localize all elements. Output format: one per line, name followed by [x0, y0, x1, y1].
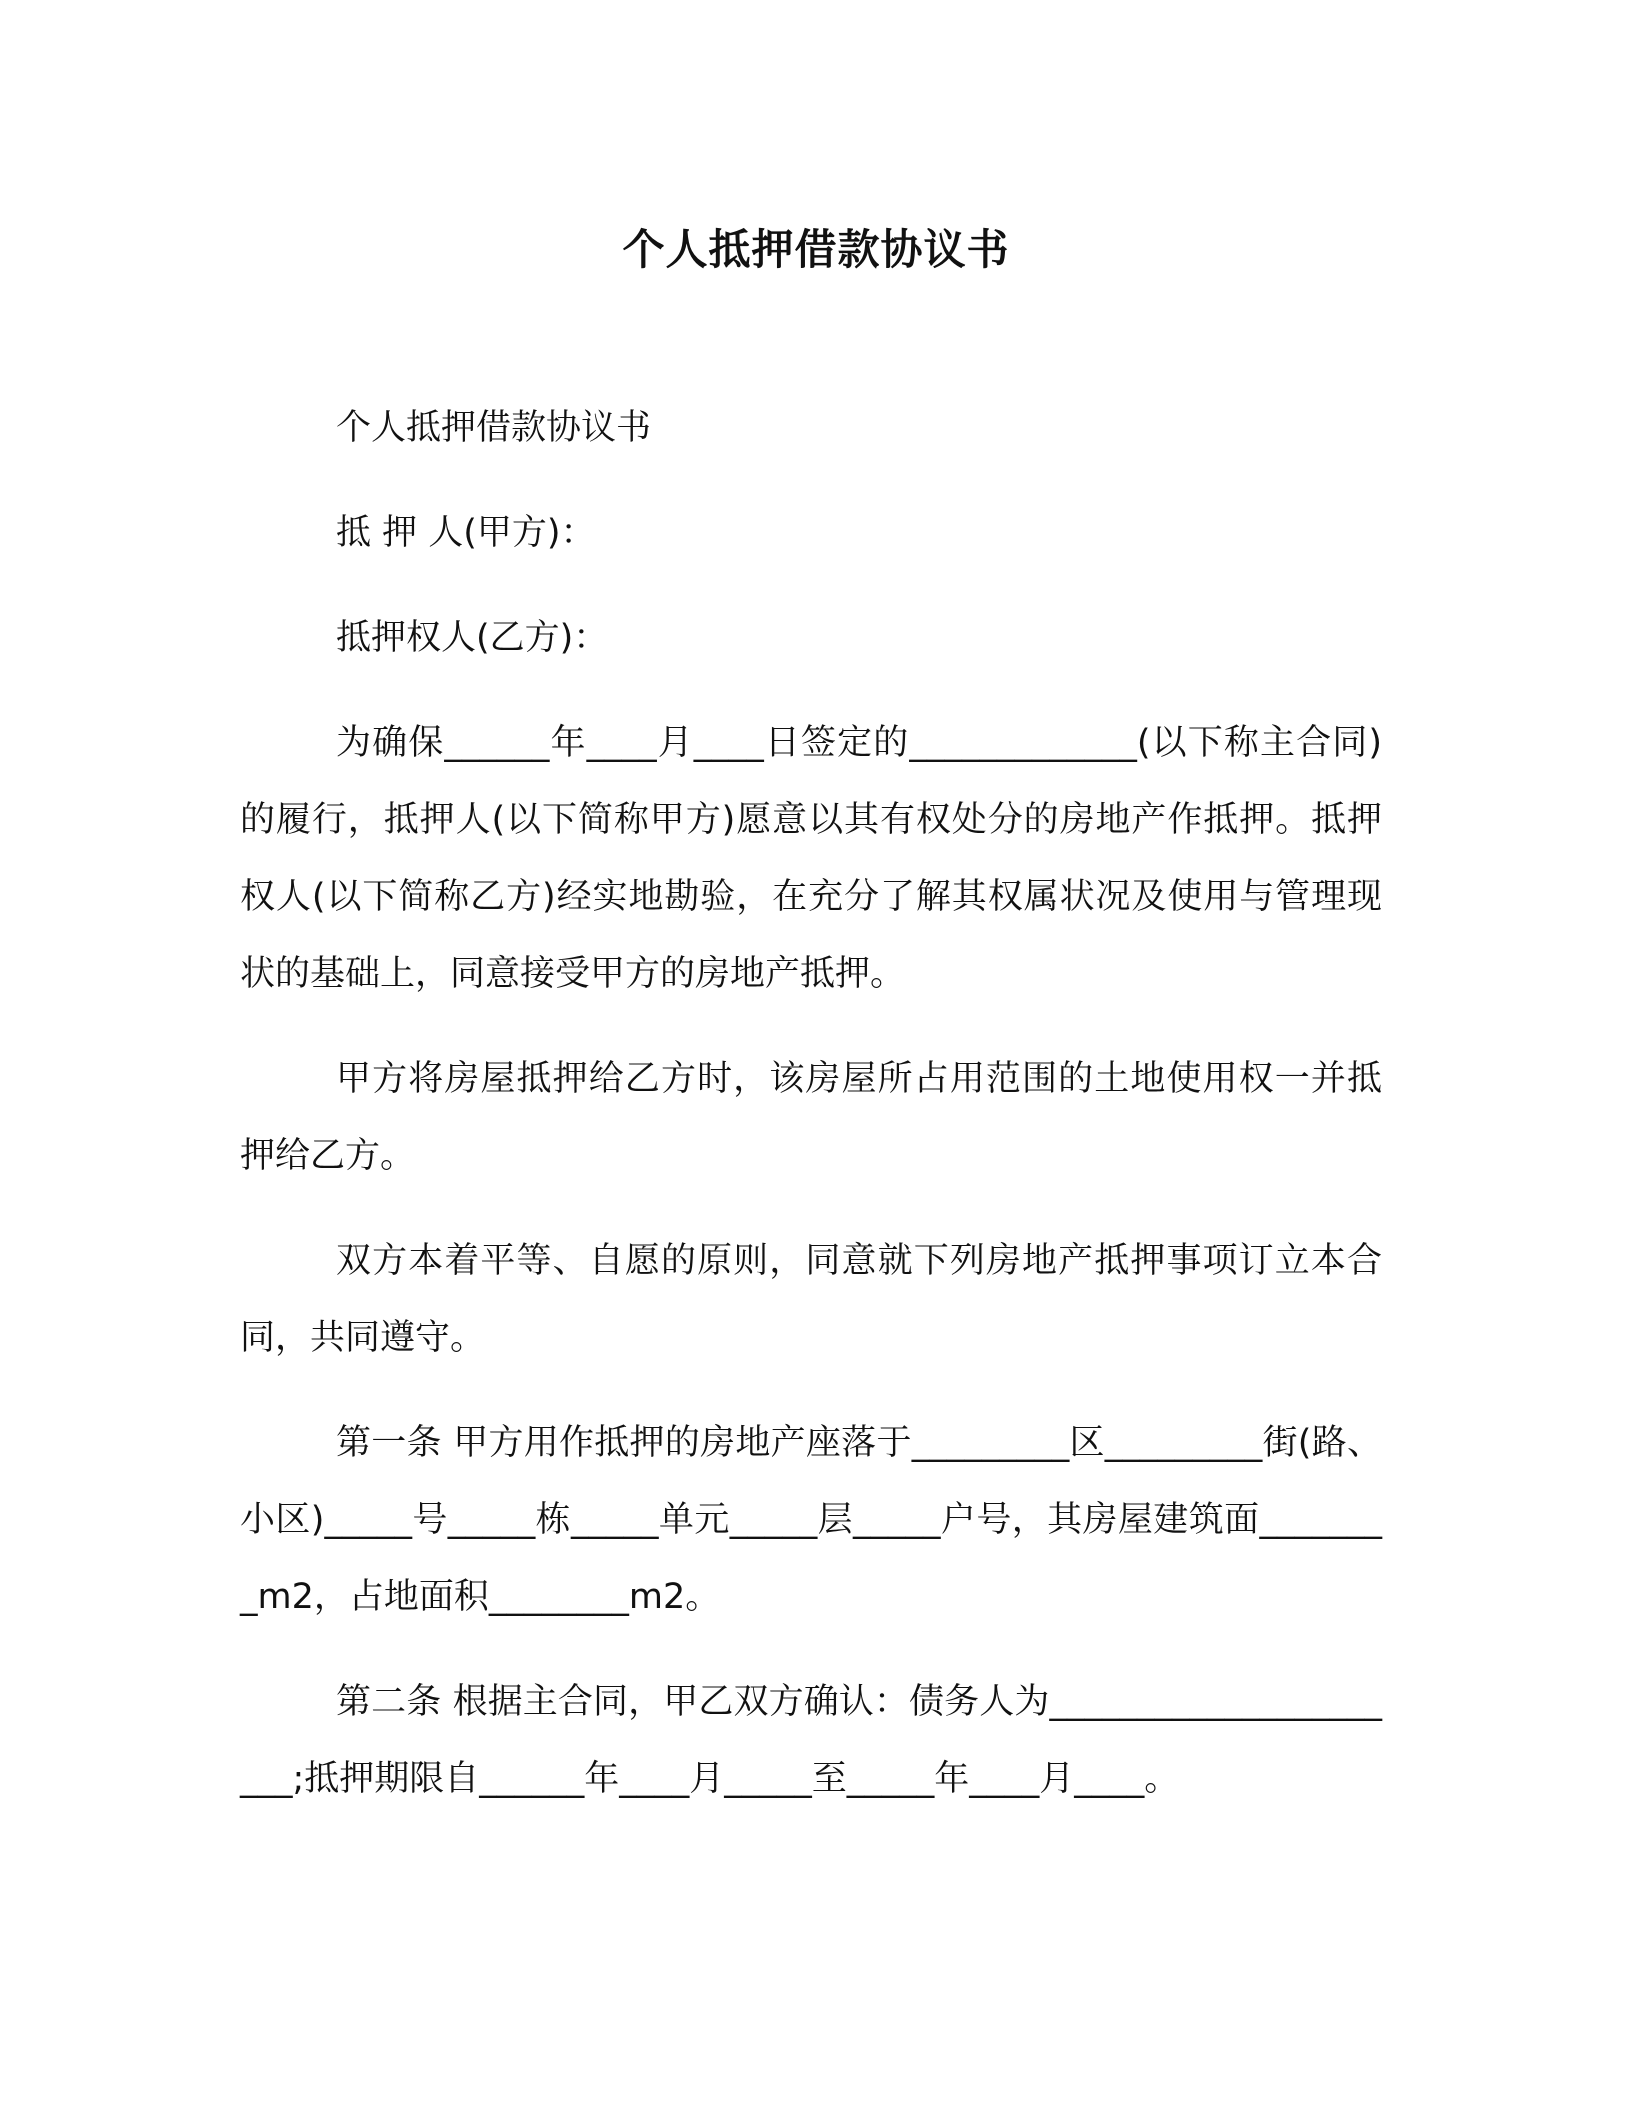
land-use-paragraph: 甲方将房屋抵押给乙方时，该房屋所占用范围的土地使用权一并抵押给乙方。	[240, 1059, 1382, 1176]
mortgagee-line: 抵押权人(乙方)：	[336, 618, 609, 658]
document-title: 个人抵押借款协议书	[622, 225, 1010, 274]
principle-paragraph: 双方本着平等、自愿的原则，同意就下列房地产抵押事项订立本合同，共同遵守。	[240, 1241, 1382, 1358]
article-one: 第一条 甲方用作抵押的房地产座落于_________区_________街(路、小区)_____号_____栋_____单元_____层_____户号，其房屋建筑面________m2，占地面积________m2。	[240, 1423, 1382, 1617]
document-body	[240, 390, 1382, 1846]
article-two: 第二条 根据主合同，甲乙双方确认：债务人为______________________;抵押期限自______年____月_____至_____年____月____。	[240, 1682, 1382, 1799]
mortgagor-line: 抵 押 人(甲方)：	[336, 513, 596, 553]
preamble-paragraph: 为确保______年____月____日签定的_____________(以下称主合同)的履行，抵押人(以下简称甲方)愿意以其有权处分的房地产作抵押。抵押权人(以下简称乙方)经实地勘验，在充分了解其权属状况及使用与管理现状的基础上，同意接受甲方的房地产抵押。	[240, 723, 1382, 994]
body-heading: 个人抵押借款协议书	[336, 408, 652, 448]
